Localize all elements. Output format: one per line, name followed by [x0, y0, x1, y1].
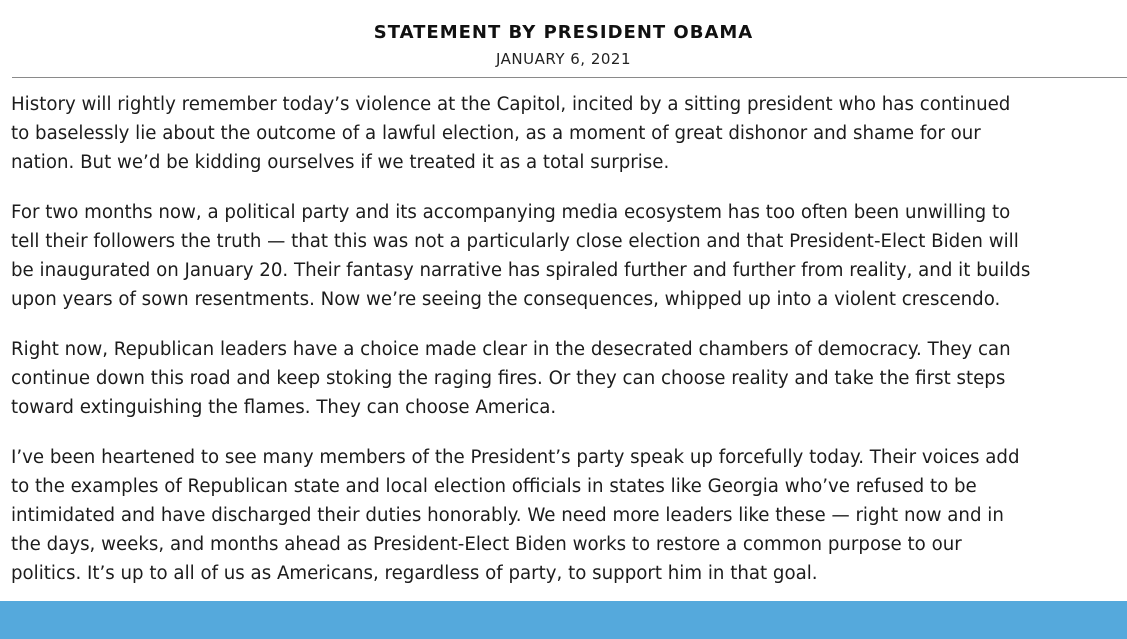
paragraph-line: to baselessly lie about the outcome of a lawful election, as a moment of great dishonor and shame for our — [11, 123, 981, 144]
paragraph-line: the days, weeks, and months ahead as President-Elect Biden works to restore a common purpose to our — [11, 534, 962, 555]
statement-header — [0, 0, 1127, 80]
footer-bar — [0, 601, 1127, 639]
paragraph-line: History will rightly remember today’s violence at the Capitol, incited by a sitting president who has continued — [11, 94, 1011, 115]
paragraph-line: For two months now, a political party and its accompanying media ecosystem has too often been unwilling to — [11, 202, 1011, 223]
paragraph-line: continue down this road and keep stoking the raging fires. Or they can choose reality and take the first steps — [11, 368, 1006, 389]
paragraph-line: to the examples of Republican state and local election officials in states like Georgia who’ve refused to be — [11, 476, 977, 497]
paragraph-4 — [11, 443, 1123, 588]
paragraph-line: intimidated and have discharged their duties honorably. We need more leaders like these — right now and in — [11, 505, 1004, 526]
paragraph-line: Right now, Republican leaders have a choice made clear in the desecrated chambers of democracy. They can — [11, 339, 1011, 360]
paragraph-line: tell their followers the truth — that this was not a particularly close election and that President-Elect Biden will — [11, 231, 1019, 252]
paragraph-line: politics. It’s up to all of us as Americans, regardless of party, to support him in that goal. — [11, 563, 818, 584]
header-divider — [12, 77, 1127, 78]
paragraph-line: I’ve been heartened to see many members of the President’s party speak up forcefully today. Their voices add — [11, 447, 1020, 468]
paragraph-line: nation. But we’d be kidding ourselves if we treated it as a total surprise. — [11, 152, 670, 173]
statement-title: STATEMENT BY PRESIDENT OBAMA — [373, 22, 754, 43]
paragraph-line: upon years of sown resentments. Now we’re seeing the consequences, whipped up into a violent crescendo. — [11, 289, 1001, 310]
paragraph-2 — [11, 198, 1123, 314]
paragraph-line: toward extinguishing the flames. They can choose America. — [11, 397, 557, 418]
statement-body — [11, 90, 1123, 609]
paragraph-1 — [11, 90, 1123, 177]
paragraph-line: be inaugurated on January 20. Their fantasy narrative has spiraled further and further from reality, and it builds — [11, 260, 1031, 281]
statement-date: JANUARY 6, 2021 — [495, 50, 632, 68]
paragraph-3 — [11, 335, 1123, 422]
